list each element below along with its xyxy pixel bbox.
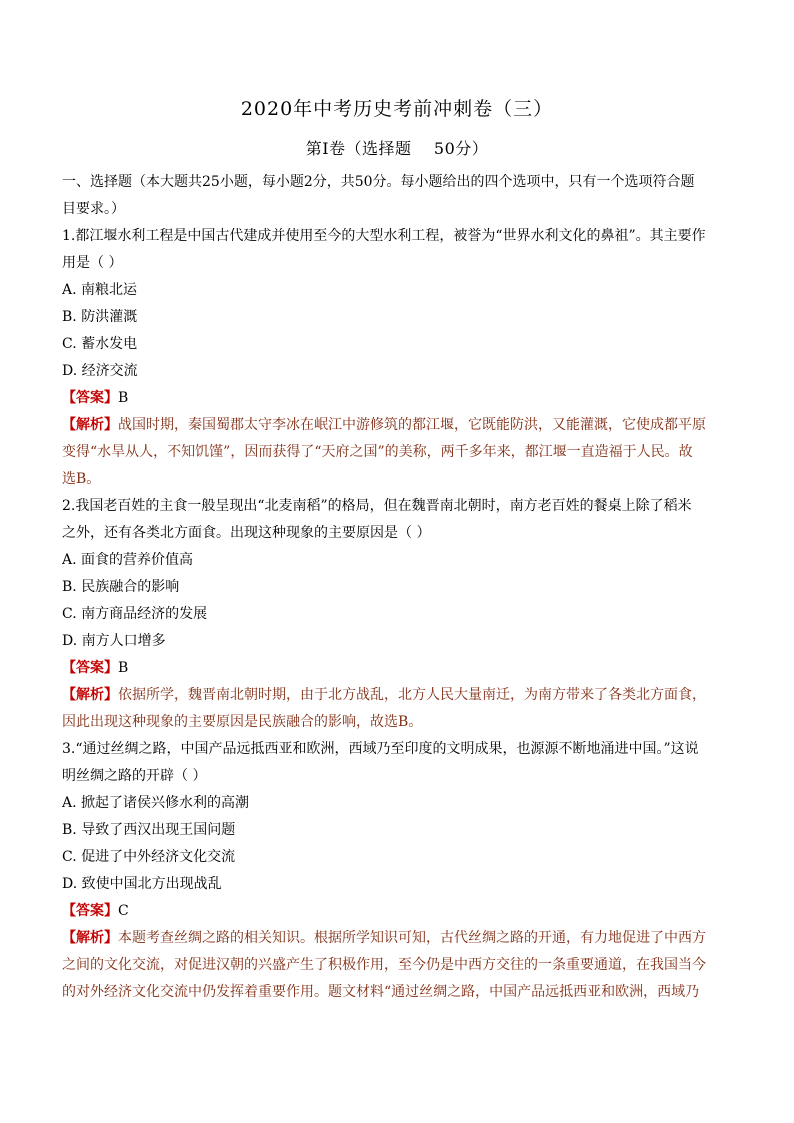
question-stem: 3.“通过丝绸之路，中国产品远抵西亚和欧洲，西域乃至印度的文明成果，也源源不断地涌进中国。”这说 (62, 741, 699, 757)
option-b: B. 民族融合的影响 (62, 579, 180, 595)
explanation-line (62, 925, 734, 952)
option-c: C. 蓄水发电 (62, 336, 138, 352)
instructions-line: 目要求。） (62, 201, 125, 217)
option-b: B. 防洪灌溉 (62, 309, 138, 325)
explanation-text: 本题考查丝绸之路的相关知识。根据所学知识可知，古代丝绸之路的开通，有力地促进了中西方 (118, 930, 706, 946)
option-a: A. 掀起了诸侯兴修水利的高潮 (62, 795, 250, 811)
answer-label: 【答案】 (62, 660, 118, 676)
question-3 (62, 736, 734, 1006)
question-2 (62, 493, 734, 736)
option-d: D. 经济交流 (62, 363, 138, 379)
explanation-text: 因此出现这种现象的主要原因是民族融合的影响，故选B。 (62, 714, 423, 730)
explanation-text: 依据所学，魏晋南北朝时期，由于北方战乱，北方人民大量南迁，为南方带来了各类北方面食， (118, 687, 706, 703)
instructions-line: 一、选择题（本大题共25小题，每小题2分，共50分。每小题给出的四个选项中，只有一个选项符合题 (62, 174, 695, 190)
answer-value: B (118, 660, 129, 676)
explanation-label: 【解析】 (62, 930, 118, 946)
answer-value: B (118, 390, 129, 406)
option-b: B. 导致了西汉出现王国问题 (62, 822, 236, 838)
section-subtitle: 第Ⅰ卷（选择题 50分） (305, 139, 489, 158)
question-1 (62, 223, 734, 493)
option-d: D. 致使中国北方出现战乱 (62, 876, 222, 892)
question-stem: 用是（ ） (62, 255, 123, 271)
question-stem: 2.我国老百姓的主食一般呈现出“北麦南稻”的格局，但在魏晋南北朝时，南方老百姓的餐桌上除了稻米 (62, 498, 692, 514)
answer-line (62, 898, 734, 925)
explanation-text: 的对外经济文化交流中仍发挥着重要作用。题文材料“通过丝绸之路，中国产品远抵西亚和欧洲，西域乃 (62, 984, 700, 1000)
exam-content (62, 169, 734, 1006)
explanation-text: 战国时期，秦国蜀郡太守李冰在岷江中游修筑的都江堰，它既能防洪，又能灌溉，它使成都平原 (118, 417, 706, 433)
question-stem: 之外，还有各类北方面食。出现这种现象的主要原因是（ ） (62, 525, 431, 541)
explanation-text: 选B。 (62, 471, 101, 487)
option-a: A. 面食的营养价值高 (62, 552, 194, 568)
answer-line (62, 655, 734, 682)
explanation-label: 【解析】 (62, 687, 118, 703)
explanation-line (62, 412, 734, 439)
question-stem: 1.都江堰水利工程是中国古代建成并使用至今的大型水利工程，被誉为“世界水利文化的鼻祖”。其主要作 (62, 228, 706, 244)
answer-value: C (118, 903, 129, 919)
answer-label: 【答案】 (62, 903, 118, 919)
option-c: C. 南方商品经济的发展 (62, 606, 208, 622)
explanation-text: 之间的文化交流，对促进汉朝的兴盛产生了积极作用，至今仍是中西方交往的一条重要通道，在我国当今 (62, 957, 706, 973)
explanation-line (62, 682, 734, 709)
exam-title: 2020年中考历史考前冲刺卷（三） (240, 98, 554, 120)
answer-label: 【答案】 (62, 390, 118, 406)
explanation-label: 【解析】 (62, 417, 118, 433)
answer-line (62, 385, 734, 412)
option-c: C. 促进了中外经济文化交流 (62, 849, 236, 865)
explanation-text: 变得“水旱从人，不知饥馑”，因而获得了“天府之国”的美称，两千多年来，都江堰一直造福于人民。故 (62, 444, 693, 460)
option-a: A. 南粮北运 (62, 282, 138, 298)
option-d: D. 南方人口增多 (62, 633, 166, 649)
question-stem: 明丝绸之路的开辟（ ） (62, 768, 207, 784)
